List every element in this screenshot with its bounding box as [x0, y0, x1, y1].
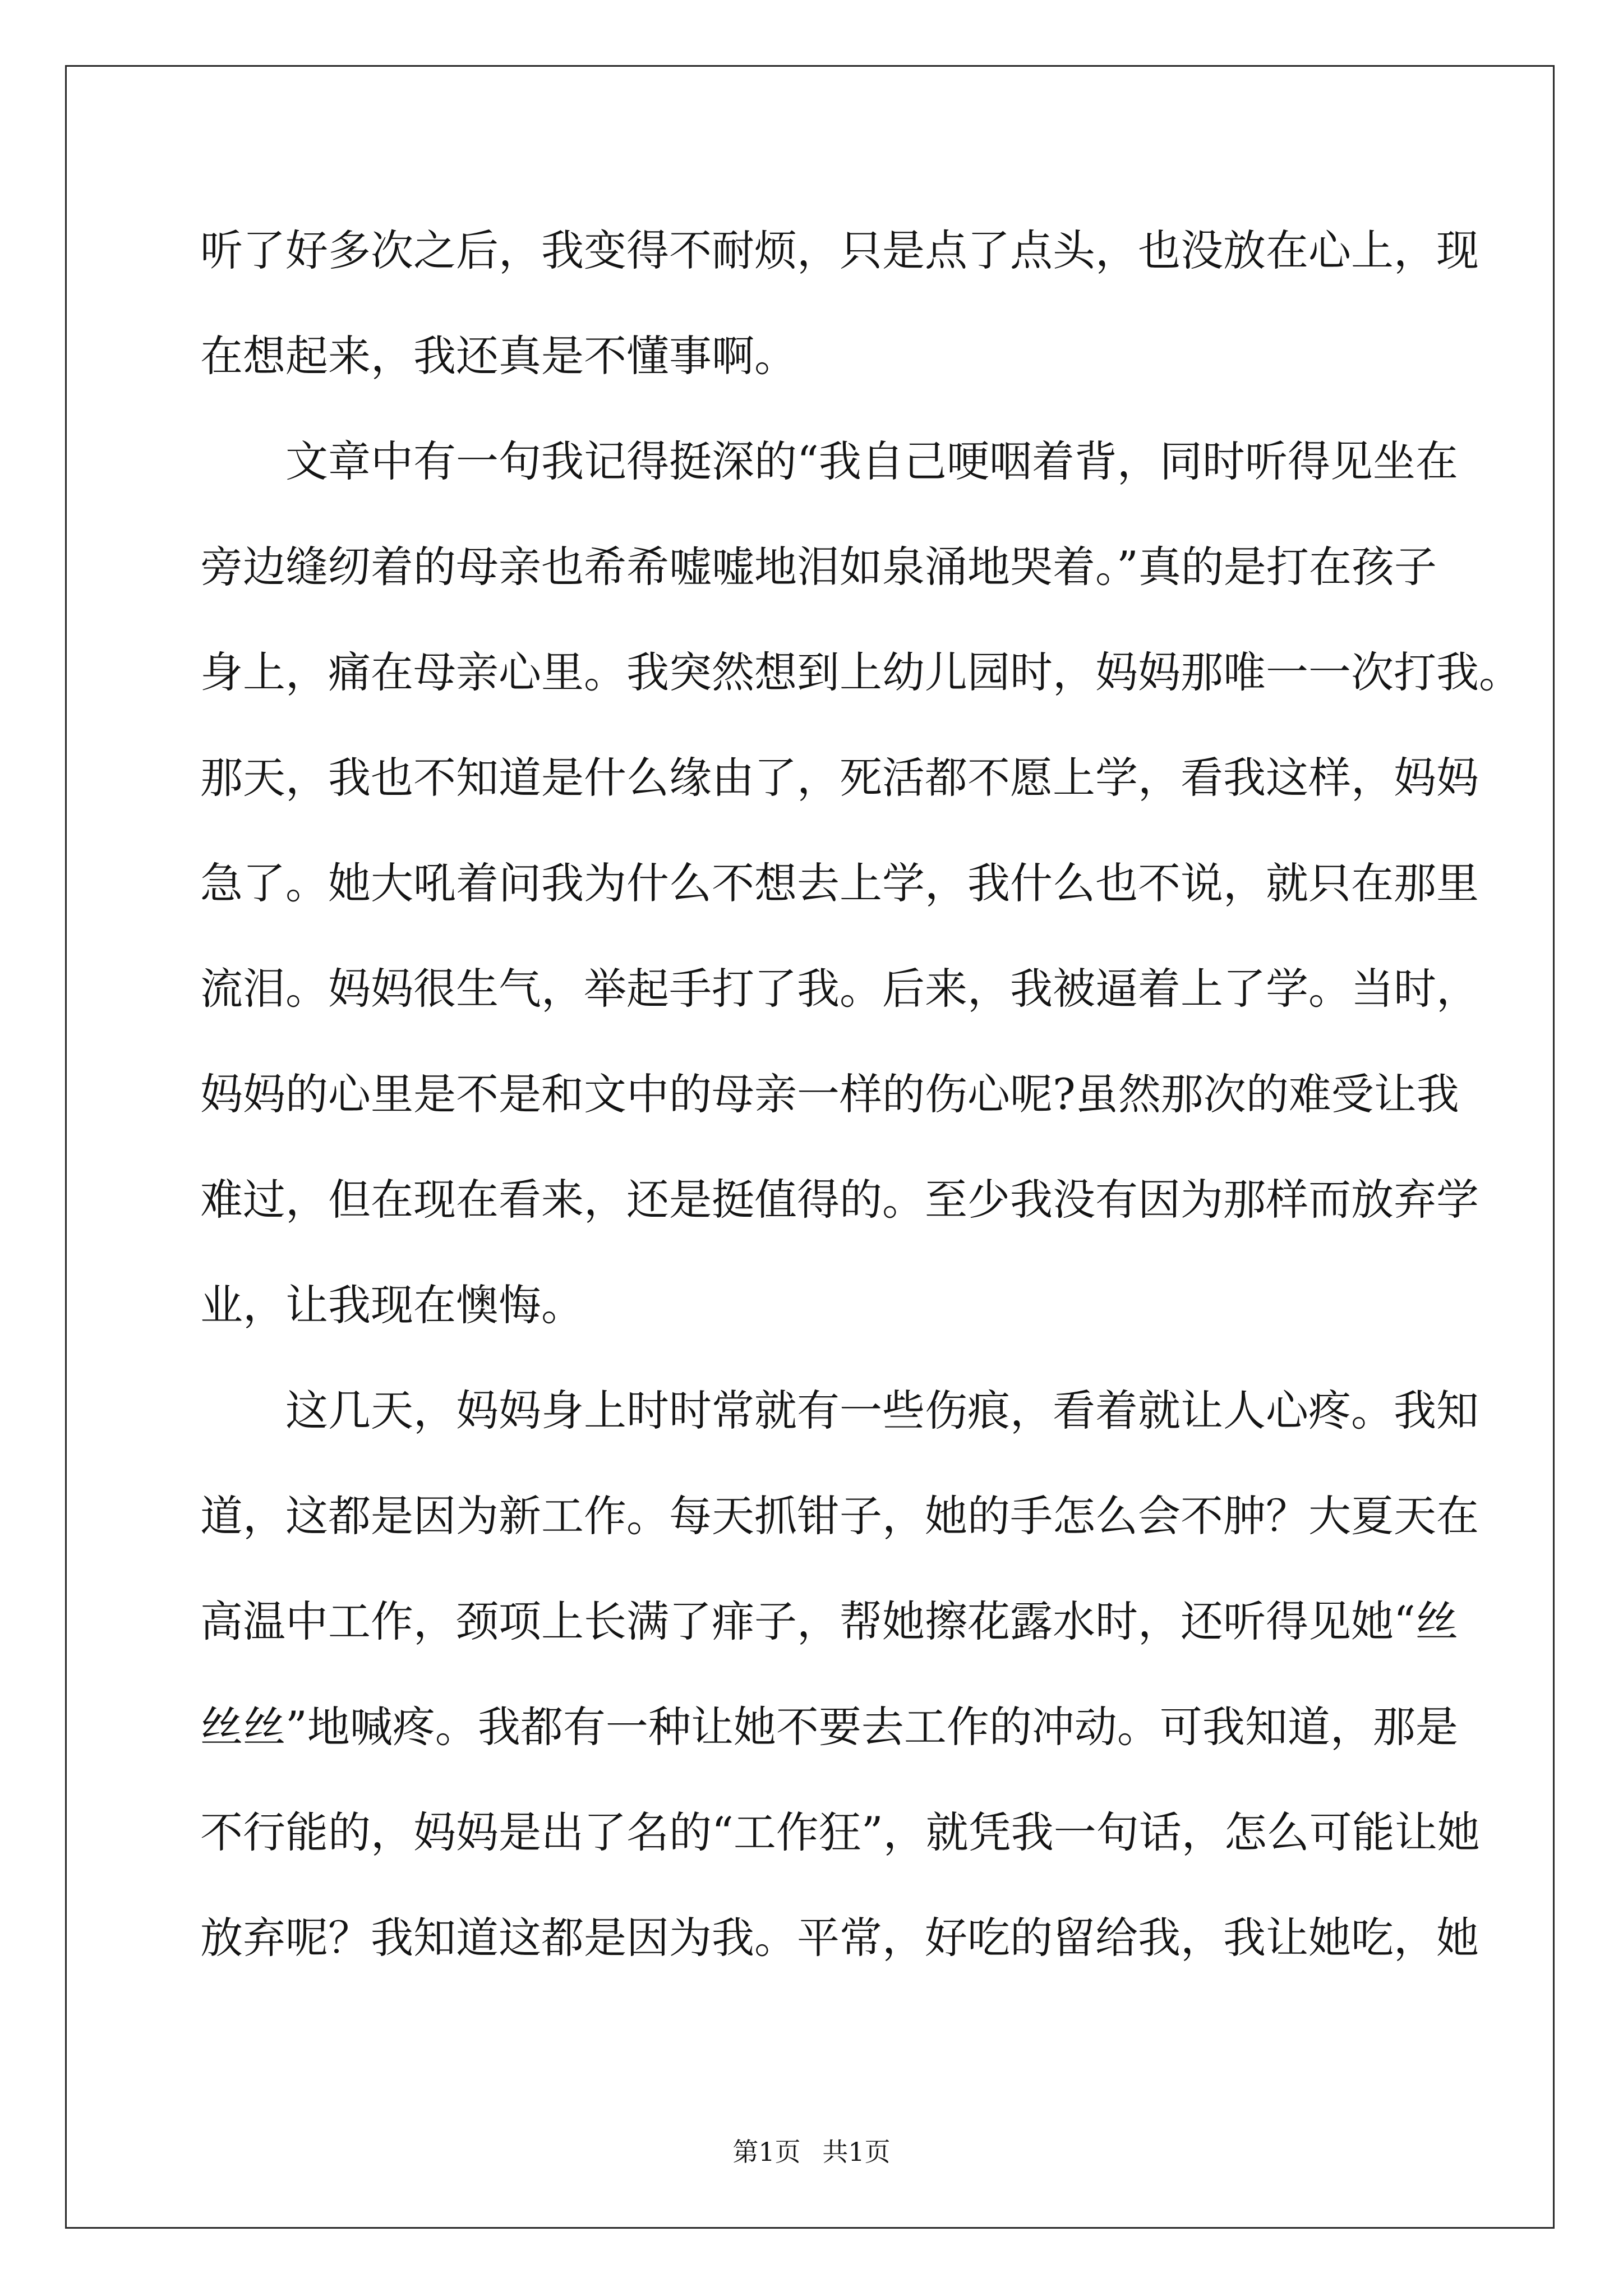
text-line-14: 高温中工作，颈项上长满了痱子，帮她擦花露水时，还听得见她“丝: [200, 1596, 1458, 1646]
text-line-12: 这几天，妈妈身上时时常就有一些伤痕，看着就让人心疼。我知: [285, 1386, 1479, 1435]
text-line-3: 文章中有一句我记得挺深的“我自己哽咽着背，同时听得见坐在: [285, 436, 1458, 486]
text-line-5: 身上，痛在母亲心里。我突然想到上幼儿园时，妈妈那唯一一次打我。: [200, 647, 1521, 697]
text-line-13: 道，这都是因为新工作。每天抓钳子，她的手怎么会不肿？大夏天在: [200, 1491, 1479, 1541]
text-line-2: 在想起来，我还真是不懂事啊。: [200, 331, 797, 381]
text-line-11: 业，让我现在懊悔。: [200, 1280, 584, 1330]
document-body: [200, 209, 1521, 2001]
text-line-4: 旁边缝纫着的母亲也希希嘘嘘地泪如泉涌地哭着。”真的是打在孩子: [200, 542, 1437, 592]
text-line-1: 听了好多次之后，我变得不耐烦，只是点了点头，也没放在心上，现: [200, 226, 1479, 275]
page-total-label: 共1页: [822, 2137, 891, 2167]
text-line-10: 难过，但在现在看来，还是挺值得的。至少我没有因为那样而放弃学: [200, 1175, 1479, 1225]
text-line-7: 急了。她大吼着问我为什么不想去上学，我什么也不说，就只在那里: [200, 858, 1479, 908]
text-line-17: 放弃呢？我知道这都是因为我。平常，好吃的留给我，我让她吃，她: [200, 1913, 1479, 1963]
page-footer: [0, 2132, 1623, 2169]
page-number-label: 第1页: [732, 2137, 801, 2167]
text-line-9: 妈妈的心里是不是和文中的母亲一样的伤心呢?虽然那次的难受让我: [200, 1069, 1459, 1119]
text-line-15: 丝丝”地喊疼。我都有一种让她不要去工作的冲动。可我知道，那是: [200, 1702, 1458, 1752]
text-line-6: 那天，我也不知道是什么缘由了，死活都不愿上学，看我这样，妈妈: [200, 753, 1479, 803]
text-line-16: 不行能的，妈妈是出了名的“工作狂”，就凭我一句话，怎么可能让她: [200, 1807, 1480, 1857]
text-line-8: 流泪。妈妈很生气，举起手打了我。后来，我被逼着上了学。当时，: [200, 964, 1479, 1014]
